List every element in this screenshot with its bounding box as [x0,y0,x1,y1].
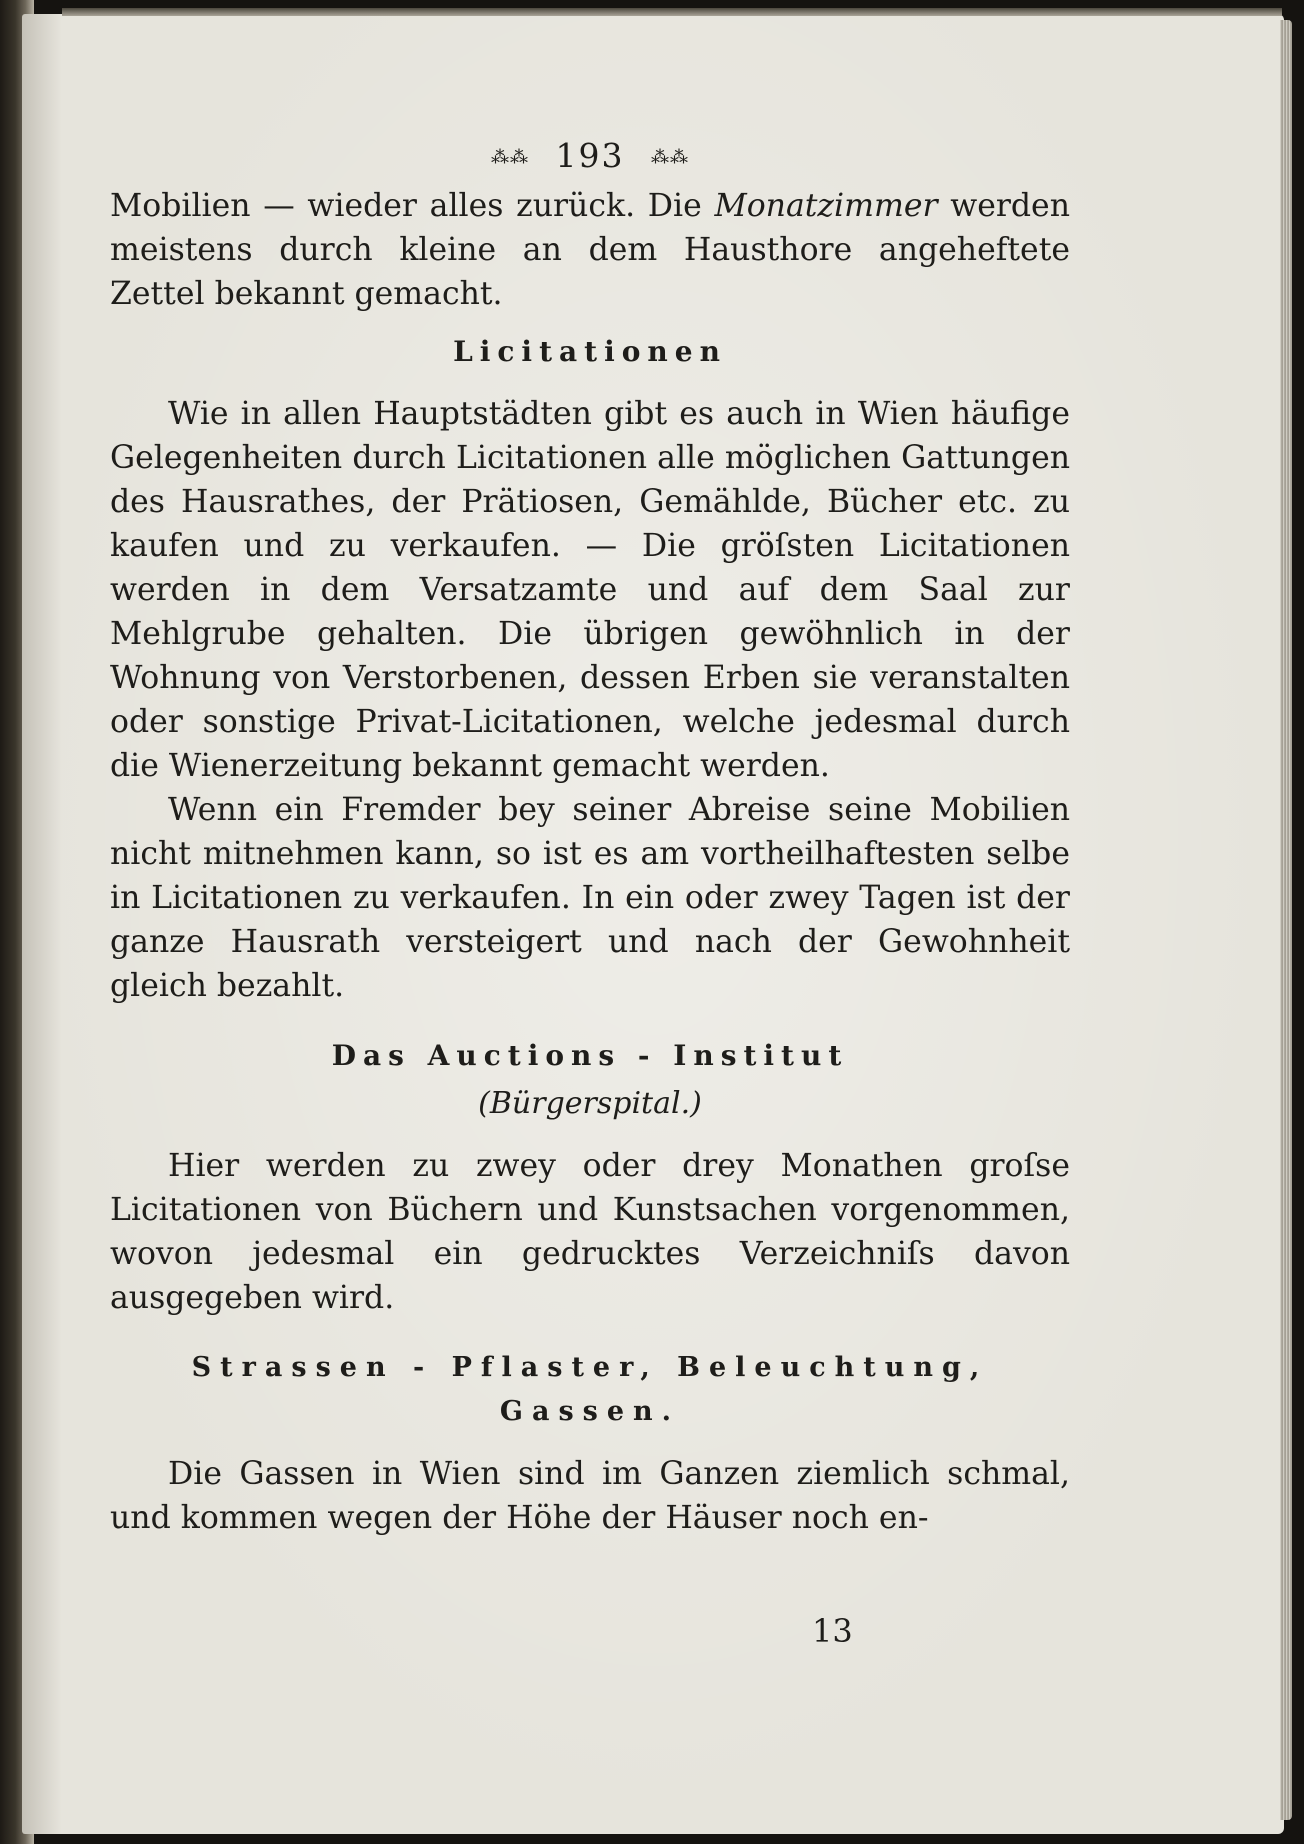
spacer [110,1008,1070,1020]
section-title-strassen: Strassen - Pflaster, Beleuchtung, Gassen. [191,1352,989,1427]
intro-text-end: werden meistens durch kleine an dem Hausthore angeheftete Zettel bekannt gemacht. [110,188,1070,312]
ornament-left: ⁂⁂ [491,147,529,168]
section-title-auctions: Das Auctions - Institut [331,1039,849,1072]
spacer [110,1320,1070,1332]
section-title-licitationen: Licitationen [453,335,727,368]
auctions-paragraph: Hier werden zu zwey oder drey Monathen groſse Licitationen von Büchern und Kunstsachen vorgenommen, wovon jedesmal ein gedrucktes Verzeichniſs davon ausgegeben wird. [110,1148,1070,1316]
licitationen-paragraph-2: Wenn ein Fremder bey seiner Abreise seine Mobilien nicht mitnehmen kann, so ist es am vortheilhaftesten selbe in Licitationen zu verkaufen. In ein oder zwey Tagen ist der ganze Hausrath versteigert und nach der Gewohnheit gleich bezahlt. [110,792,1070,1004]
ornament-right: ⁂⁂ [651,147,689,168]
section-subtitle-auctions: (Bürgerspital.) [478,1086,702,1121]
strassen-paragraph: Die Gassen in Wien sind im Ganzen ziemlich schmal, und kommen wegen der Höhe der Häuser noch en- [110,1456,1070,1536]
signature-mark: 13 [812,1612,853,1650]
intro-text-start: Mobilien — wieder alles zurück. Die [110,188,715,224]
page-fore-edge [1280,20,1292,1820]
licitationen-paragraph-1: Wie in allen Hauptstädten gibt es auch in Wien häufige Gelegenheiten durch Licitationen alle möglichen Gattungen des Hausrathes, der Prätiosen, Gemählde, Bücher etc. zu kaufen und zu verkaufen. — Die gröſsten Licitationen werden in dem Versatzamte und auf dem Saal zur Mehlgrube gehalten. Die übrigen gewöhnlich in der Wohnung von Verstorbenen, dessen Erben sie veranstalten oder sonstige Privat-Licitationen, welche jedesmal durch die Wienerzeitung bekannt gemacht werden. [110,396,1070,784]
intro-emphasis: Monatzimmer [714,188,938,224]
text-block [110,134,1070,1540]
page-top-edge [62,8,1282,16]
running-head [110,134,1070,176]
page-number: 193 [555,136,625,175]
intro-paragraph [110,184,1070,316]
book-page [22,14,1284,1834]
